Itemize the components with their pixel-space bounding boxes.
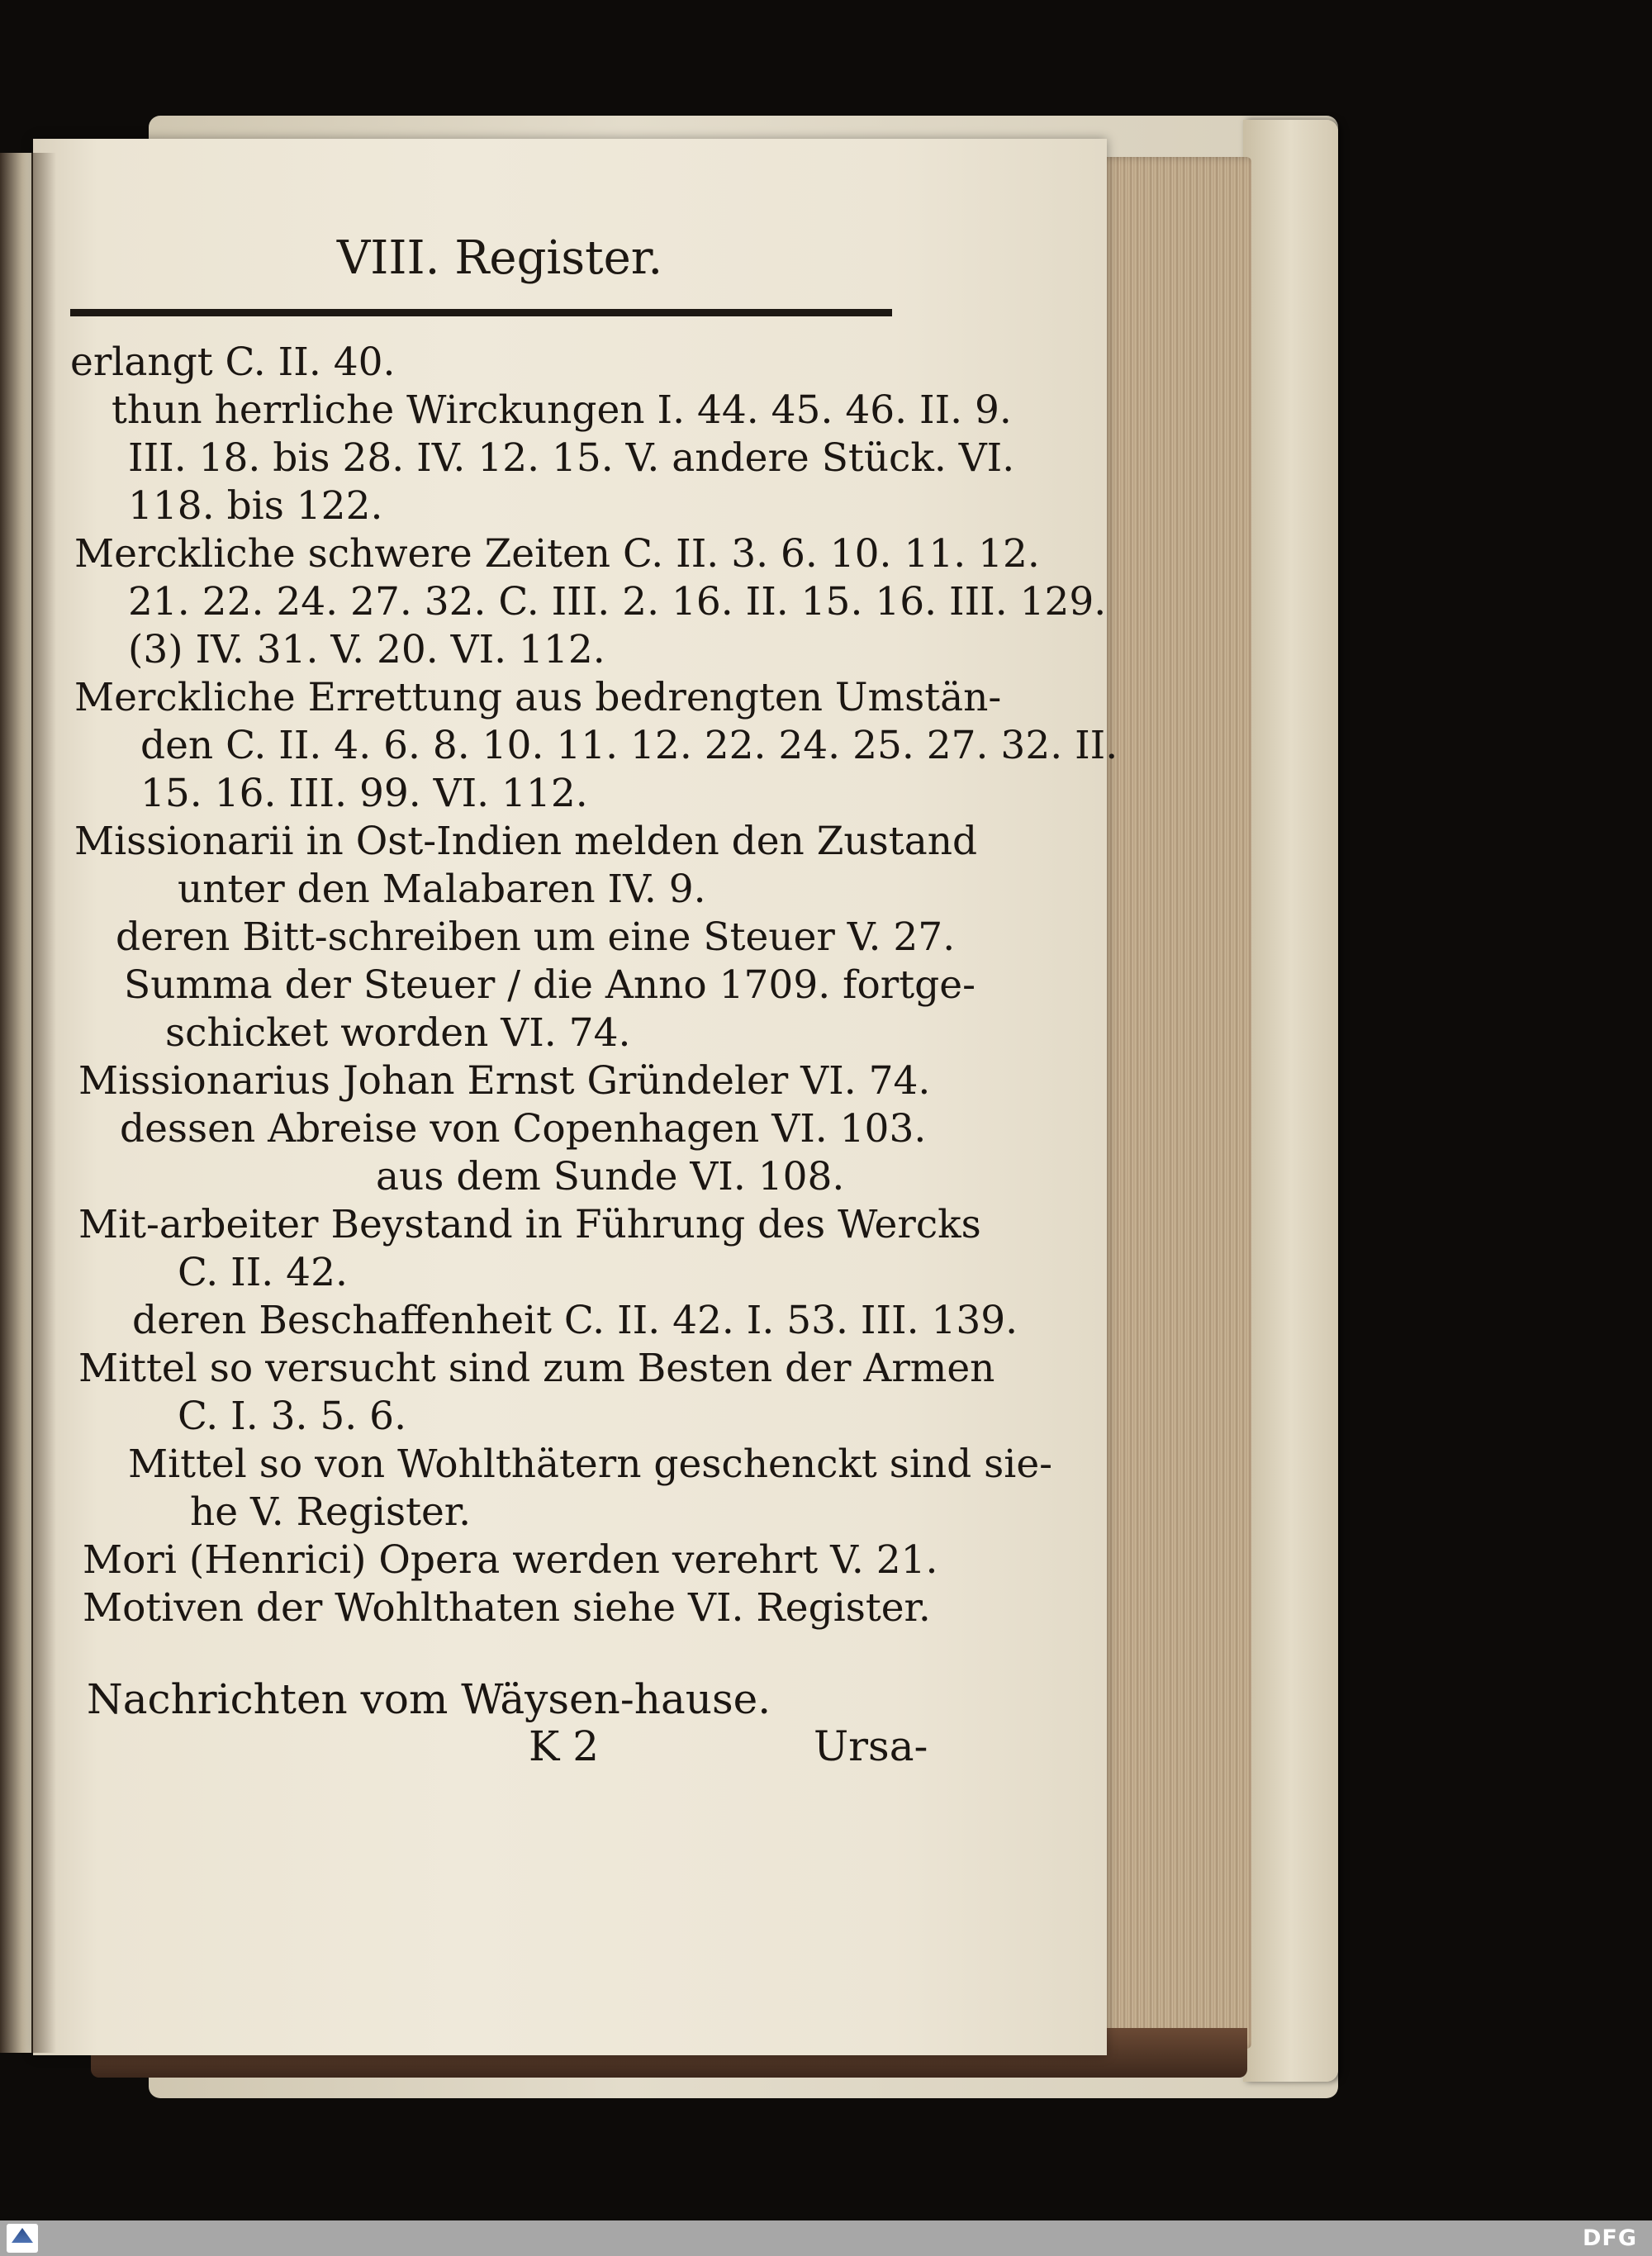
register-line: C. I. 3. 5. 6. <box>178 1394 407 1439</box>
register-line: Merckliche schwere Zeiten C. II. 3. 6. 10. 11. 12. <box>74 531 1040 577</box>
register-line: C. II. 42. <box>178 1250 348 1295</box>
register-line: dessen Abreise von Copenhagen VI. 103. <box>120 1106 927 1152</box>
register-line: 118. bis 122. <box>128 483 383 529</box>
register-line: 21. 22. 24. 27. 32. C. III. 2. 16. II. 15. 16. III. 129. <box>128 579 1107 625</box>
library-logo-icon[interactable] <box>7 2224 38 2253</box>
register-line: Missionarius Johan Ernst Gründeler VI. 74. <box>78 1058 931 1104</box>
register-line: Missionarii in Ost-Indien melden den Zustand <box>74 819 978 864</box>
register-line: Motiven der Wohlthaten siehe VI. Register. <box>83 1585 931 1631</box>
register-line: den C. II. 4. 6. 8. 10. 11. 12. 22. 24. 25. 27. 32. II. <box>140 723 1118 768</box>
register-line: (3) IV. 31. V. 20. VI. 112. <box>128 627 605 672</box>
register-line: 15. 16. III. 99. VI. 112. <box>140 771 588 816</box>
register-line: unter den Malabaren IV. 9. <box>178 867 706 912</box>
signature-mark: K 2 <box>529 1722 600 1770</box>
provider-label[interactable]: DFG <box>1582 2225 1637 2251</box>
register-line: Merckliche Errettung aus bedrengten Umstän- <box>74 675 1002 720</box>
running-head: VIII. Register. <box>336 231 663 285</box>
register-line: he V. Register. <box>190 1489 472 1535</box>
register-line: Mit-arbeiter Beystand in Führung des Wercks <box>78 1202 981 1247</box>
spine-shadow <box>31 153 56 2053</box>
register-line: Mori (Henrici) Opera werden verehrt V. 21. <box>83 1537 938 1583</box>
header-rule <box>70 309 892 316</box>
register-line: schicket worden VI. 74. <box>165 1010 631 1056</box>
register-line: Mittel so von Wohlthätern geschenckt sind sie- <box>128 1441 1053 1487</box>
register-line: aus dem Sunde VI. 108. <box>376 1154 845 1199</box>
register-line: Mittel so versucht sind zum Besten der Armen <box>78 1346 995 1391</box>
footer-title: Nachrichten vom Wäysen-hause. <box>87 1675 771 1723</box>
vellum-binding-flap <box>1243 120 1338 2082</box>
register-line: thun herrliche Wirckungen I. 44. 45. 46. II. 9. <box>112 387 1012 433</box>
register-line: deren Beschaffenheit C. II. 42. I. 53. III. 139. <box>132 1298 1018 1343</box>
register-line: erlangt C. II. 40. <box>70 340 396 385</box>
catchword: Ursa- <box>814 1722 928 1770</box>
viewer-footer-bar <box>0 2220 1652 2256</box>
register-line: deren Bitt-schreiben um eine Steuer V. 27. <box>116 914 956 960</box>
logo-mark-icon <box>12 2228 33 2243</box>
facing-page-edge <box>0 153 31 2053</box>
register-line: Summa der Steuer / die Anno 1709. fortge- <box>124 962 976 1008</box>
register-line: III. 18. bis 28. IV. 12. 15. V. andere Stück. VI. <box>128 435 1015 481</box>
